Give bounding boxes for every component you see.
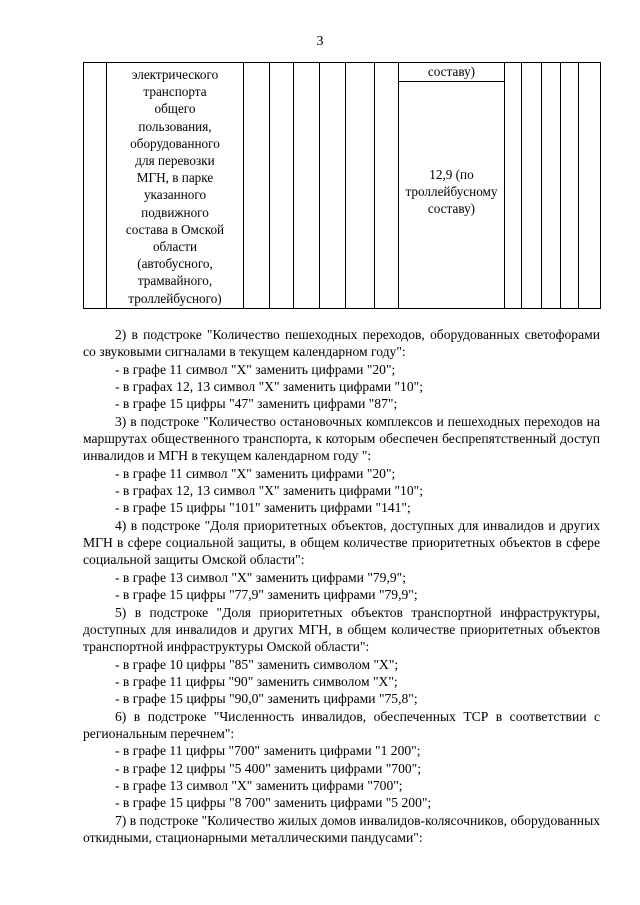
value-line: составу) (427, 201, 476, 217)
amendment-item: - в графе 12 цифры "5 400" заменить цифрами "700"; (115, 760, 422, 776)
amendments-text (83, 326, 600, 846)
table-cell-empty (84, 63, 107, 309)
table-cell-empty (505, 63, 522, 309)
amendment-paragraph: 5) в подстроке "Доля приоритетных объектов транспортной инфраструктуры, доступных для инвалидов и других МГН, в общем количестве приоритетных объектов транспортной инфраструктуры Омской области": (83, 604, 600, 655)
description-line: подвижного (141, 204, 209, 220)
amendment-item: - в графах 12, 13 символ "Х" заменить цифрами "10"; (115, 379, 423, 395)
amendment-item: - в графе 13 символ "Х" заменить цифрами "700"; (115, 777, 403, 793)
amendment-paragraph: 4) в подстроке "Доля приоритетных объектов, доступных для инвалидов и других МГН в сфере социальной защиты, в общем количестве приоритетных объектов в сфере социальной защиты Омской области": (83, 517, 600, 568)
description-line: для перевозки (135, 153, 215, 169)
table-cell-empty (244, 63, 270, 309)
amendment-item: - в графе 15 цифры "90,0" заменить цифрами "75,8"; (115, 691, 418, 707)
description-line: трамвайного, (137, 273, 213, 289)
table-cell-empty (346, 63, 375, 309)
table-cell-empty (522, 63, 542, 309)
description-line: области (152, 239, 198, 255)
indicator-table (83, 62, 601, 309)
amendment-item: - в графе 11 цифры "700" заменить цифрами "1 200"; (115, 743, 421, 759)
description-line: оборудованного (130, 135, 220, 151)
table-cell-empty (375, 63, 399, 309)
indicator-description (107, 66, 243, 307)
value-line: троллейбусному (405, 184, 498, 200)
amendment-paragraph: 3) в подстроке "Количество остановочных комплексов и пешеходных переходов на маршрутах общественного транспорта, к которым обеспечен беспрепятственный доступ инвалидов и МГН в текущем календарном году ": (83, 413, 600, 464)
table-cell-empty (270, 63, 294, 309)
value-cell-top: составу) (399, 63, 505, 82)
description-line: транспорта (143, 84, 207, 100)
amendment-paragraph: 6) в подстроке "Численность инвалидов, обеспеченных ТСР в соответствии с региональным перечнем": (83, 708, 600, 741)
description-line: пользования, (138, 118, 212, 134)
amendment-item: - в графе 10 цифры "85" заменить символом "Х"; (115, 656, 399, 672)
description-line: троллейбусного) (128, 290, 222, 306)
amendment-item: - в графе 15 цифры "47" заменить цифрами "87"; (115, 396, 398, 412)
description-line: МГН, в парке (136, 170, 214, 186)
description-line: общего (154, 101, 196, 117)
table-cell-empty (561, 63, 579, 309)
table-cell-empty (542, 63, 561, 309)
description-line: указанного (143, 187, 207, 203)
indicator-description-cell (107, 63, 244, 309)
value-line: 12,9 (по (429, 167, 474, 182)
amendment-paragraph: 2) в подстроке "Количество пешеходных переходов, оборудованных светофорами со звуковыми сигналами в текущем календарном году": (83, 327, 600, 360)
amendment-item: - в графе 11 символ "Х" заменить цифрами "20"; (115, 361, 396, 377)
amendment-item: - в графах 12, 13 символ "Х" заменить цифрами "10"; (115, 483, 423, 499)
amendment-item: - в графе 11 символ "Х" заменить цифрами "20"; (115, 465, 396, 481)
page-number: 3 (316, 34, 324, 49)
value-trolleybus (399, 166, 504, 218)
description-line: состава в Омской (125, 221, 225, 237)
amendment-paragraph: 7) в подстроке "Количество жилых домов инвалидов-колясочников, оборудованных откидными, стационарными металлическими пандусами": (83, 812, 600, 845)
amendment-item: - в графе 15 цифры "77,9" заменить цифрами "79,9"; (115, 587, 418, 603)
value-cell-bottom (399, 82, 505, 309)
amendment-item: - в графе 15 цифры "8 700" заменить цифрами "5 200"; (115, 795, 432, 811)
description-line: (автобусного, (137, 256, 213, 272)
table-cell-empty (294, 63, 320, 309)
table-cell-empty (579, 63, 601, 309)
table-cell-empty (320, 63, 346, 309)
amendment-item: - в графе 15 цифры "101" заменить цифрами "141"; (115, 500, 411, 516)
amendment-item: - в графе 13 символ "Х" заменить цифрами "79,9"; (115, 569, 406, 585)
amendment-item: - в графе 11 цифры "90" заменить символом "Х"; (115, 673, 398, 689)
description-line: электрического (131, 67, 219, 82)
